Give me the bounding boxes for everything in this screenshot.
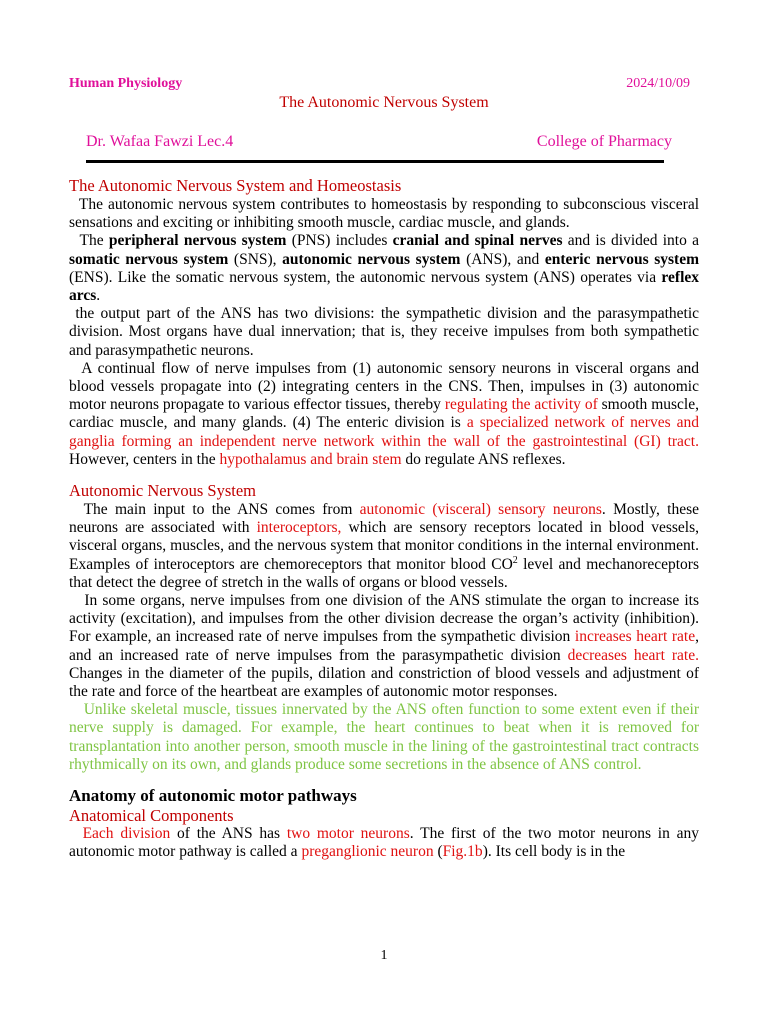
text-run: which are sensory receptors located in blood vessels, visceral organs, muscles, and the nervous system that monitor conditions in the internal environment. Examples of interoceptors are chemoreceptors that monitor blood CO [69,519,700,573]
text-run: (ENS). Like the somatic nervous system, the autonomic nervous system (ANS) operates via [69,268,662,286]
text-run: (PNS) includes [286,232,393,250]
page-number: 1 [380,948,388,963]
text-run: Changes in the diameter of the pupils, dilation and constriction of blood vessels and adjustment of the rate and force of the heartbeat are examples of autonomic motor responses. [69,664,699,701]
bold-term: reflex arcs [69,268,699,305]
text-run: of the ANS has [170,825,287,843]
text-run: smooth muscle, cardiac muscle, and many glands. (4) The enteric division is [69,396,699,432]
highlight-red: a specialized network of nerves and ganglia forming an independent nerve network within the wall of the gastrointestinal (GI) tract. [69,414,699,450]
document-title: The Autonomic Nervous System [279,94,489,111]
section-heading-homeostasis: The Autonomic Nervous System and Homeostasis [69,176,402,195]
paragraph-pns-divisions [69,232,699,305]
subsection-heading-components: Anatomical Components [69,806,234,826]
text-run: , and an increased rate of nerve impulses from the parasympathetic division [69,628,699,664]
paragraph-green-highlight [69,701,699,774]
text-run: A continual flow of nerve impulses from (1) autonomic sensory neurons in visceral organs and blood vessels propagate into (2) integrating centers in the CNS. Then, impulses in (3) autonomic motor neurons propagate to various effector tissues, thereby [69,359,700,414]
bold-term: cranial and spinal nerves [392,232,563,250]
highlight-red: interoceptors, [256,519,342,537]
text-run: In some organs, nerve impulses from one division of the ANS stimulate the organ to increase its activity (excitation), and impulses from the other division decrease the organ’s activity (inhibition). For example, an increased rate of nerve impulses from the sympathetic division [69,592,699,646]
text-run: However, centers in the [69,450,220,468]
text-run: . Mostly, these neurons are associated with [69,501,699,537]
college-name: College of Pharmacy [536,133,672,150]
lecture-date: 2024/10/09 [626,76,690,91]
paragraph-ans-input [69,501,699,592]
author-line: Dr. Wafaa Fawzi Lec.4 [86,133,234,150]
text-run: The main input to the ANS comes from [83,501,360,519]
section-heading-anatomy: Anatomy of autonomic motor pathways [69,786,357,806]
paragraph-text: Unlike skeletal muscle, tissues innervated by the ANS often function to some extent even if their nerve supply is damaged. For example, the heart continues to beat when it is removed for transplantation into another person, smooth muscle in the lining of the gastrointestinal tract contracts rhythmically on its own, and glands produce some secretions in the absence of ANS control. [69,701,699,773]
section-heading-ans: Autonomic Nervous System [69,481,256,501]
bold-term: autonomic nervous system [282,250,461,268]
bold-term: peripheral nervous system [108,232,287,250]
superscript: 2 [512,554,518,566]
paragraph-text: the output part of the ANS has two divisions: the sympathetic division and the parasympathetic division. Most organs have dual innervation; that is, they receive impulses from both sympathetic and parasympathetic neurons. [69,305,700,359]
document-body [69,176,699,862]
paragraph-nerve-impulses [69,360,699,469]
text-run: level and mechanoreceptors that detect the degree of stretch in the walls of organs or blood vessels. [69,555,699,591]
highlight-red: autonomic (visceral) sensory neurons [359,501,602,519]
course-subject: Human Physiology [69,76,183,91]
text-run: . The first of the two motor neurons in any autonomic motor pathway is called a [69,825,700,861]
text-run: . [96,287,101,305]
highlight-red: regulating the activity of [444,396,598,414]
paragraph-dual-innervation [69,592,699,701]
text-run: (ANS), and [460,250,545,268]
text-run: do regulate ANS reflexes. [401,450,566,468]
header-divider [86,160,664,163]
bold-term: enteric nervous system [544,250,699,268]
highlight-red: two motor neurons [286,825,410,843]
paragraph-motor-neurons [69,825,699,861]
highlight-red: decreases heart rate. [567,646,699,664]
highlight-red: hypothalamus and brain stem [219,450,402,468]
text-run: ( [433,843,443,861]
paragraph-text: The autonomic nervous system contributes to homeostasis by responding to subconscious visceral sensations and exciting or inhibiting smooth muscle, cardiac muscle, and glands. [69,196,700,232]
text-run: (SNS), [228,250,283,268]
bold-term: somatic nervous system [69,250,229,268]
highlight-red: Each division [82,825,171,843]
text-run: The [79,232,109,250]
paragraph-ans-homeostasis [69,196,699,232]
highlight-red: preganglionic neuron [301,843,434,861]
text-run: ). Its cell body is in the [482,843,626,861]
highlight-red: increases heart rate [574,628,696,646]
figure-reference: Fig.1b [442,843,483,861]
paragraph-output-divisions [69,305,699,360]
text-run: and is divided into a [562,232,699,250]
